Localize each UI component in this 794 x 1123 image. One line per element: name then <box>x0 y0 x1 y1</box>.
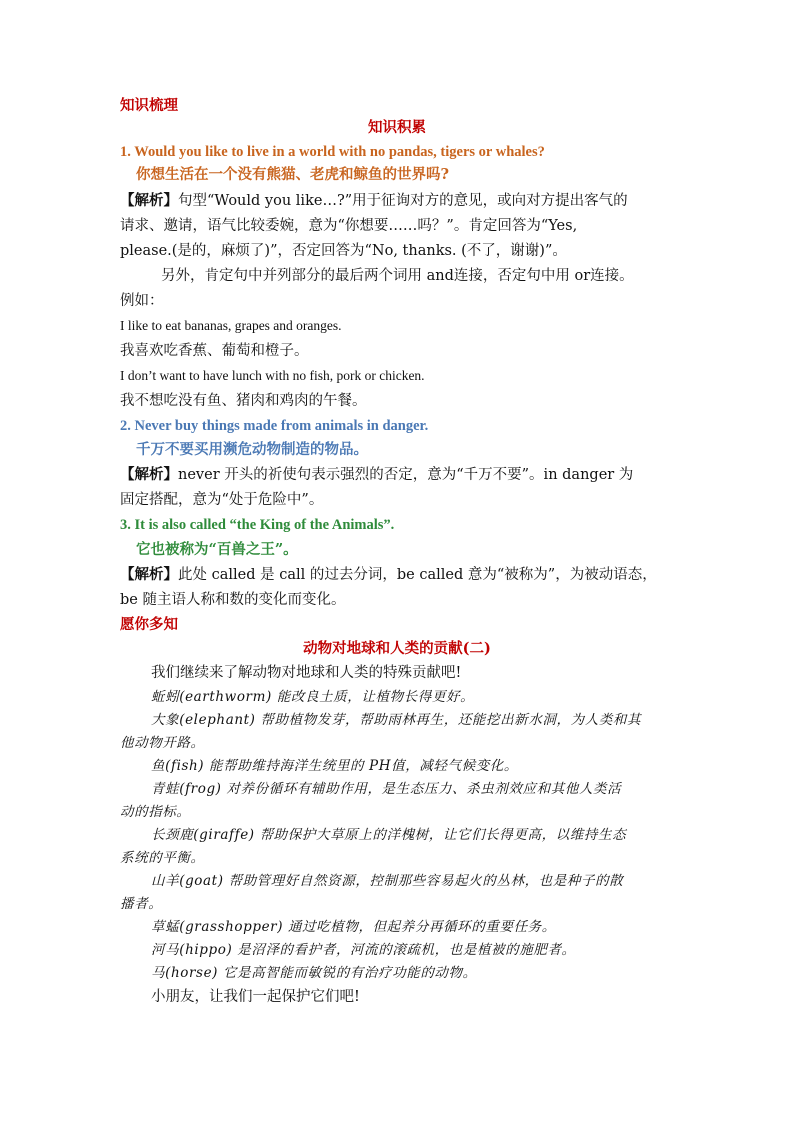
article-goat-line1: 山羊(goat) 帮助管理好自然资源，控制那些容易起火的丛林，也是种子的散 <box>151 873 624 889</box>
q2-english: 2. Never buy things made from animals in danger. <box>120 418 429 434</box>
q1-english: 1. Would you like to live in a world with no pandas, tigers or whales? <box>120 144 545 160</box>
article-earthworm: 蚯蚓(earthworm) 能改良土质，让植物长得更好。 <box>151 689 475 705</box>
q3-analysis-line1 <box>120 563 657 587</box>
article-frog-line1: 青蛙(frog) 对养份循环有辅助作用，是生态压力、杀虫剂效应和其他人类活 <box>151 781 622 797</box>
analysis-label: 【解析】 <box>120 466 178 483</box>
article-hippo: 河马(hippo) 是沼泽的看护者，河流的滚疏机，也是植被的施肥者。 <box>151 942 576 958</box>
q3-analysis-line2: be 随主语人称和数的变化而变化。 <box>120 592 346 608</box>
article-elephant-line2: 他动物开路。 <box>120 735 205 751</box>
article-title: 动物对地球和人类的贡献(二) <box>303 640 491 657</box>
q3-analysis-text1: 此处 called 是 call 的过去分词，be called 意为“被称为”，为被动语态， <box>178 567 657 583</box>
q3-english: 3. It is also called “the King of the Animals”. <box>120 517 395 533</box>
q1-analysis-line1 <box>120 189 628 213</box>
q3-chinese: 它也被称为“百兽之王”。 <box>136 541 298 558</box>
example2-english: I don’t want to have lunch with no fish, pork or chicken. <box>120 368 425 383</box>
q1-analysis-line4: 另外，肯定句中并列部分的最后两个词用 and连接，否定句中用 or连接。 <box>161 268 634 284</box>
article-goat-line2: 播者。 <box>120 896 163 912</box>
q2-analysis-text1: never 开头的祈使句表示强烈的否定，意为“千万不要”。in danger 为 <box>178 467 634 483</box>
knowledge-title: 知识积累 <box>368 119 426 136</box>
q1-chinese: 你想生活在一个没有熊猫、老虎和鲸鱼的世界吗? <box>136 166 449 183</box>
article-intro: 我们继续来了解动物对地球和人类的特殊贡献吧! <box>151 665 462 681</box>
example1-english: I like to eat bananas, grapes and oranges. <box>120 318 342 333</box>
q1-analysis-line2: 请求、邀请，语气比较委婉，意为“你想要……吗？”。肯定回答为“Yes, <box>120 218 578 234</box>
q2-chinese: 千万不要买用濒危动物制造的物品。 <box>136 441 368 458</box>
q2-analysis-line1 <box>120 463 633 487</box>
example2-chinese: 我不想吃没有鱼、猪肉和鸡肉的午餐。 <box>120 393 367 409</box>
article-giraffe-line1: 长颈鹿(giraffe) 帮助保护大草原上的洋槐树，让它们长得更高，以维持生态 <box>151 827 627 843</box>
example1-chinese: 我喜欢吃香蕉、葡萄和橙子。 <box>120 343 309 359</box>
analysis-label: 【解析】 <box>120 566 178 583</box>
article-outro: 小朋友，让我们一起保护它们吧! <box>151 989 360 1005</box>
extra-title: 愿你多知 <box>120 616 178 633</box>
article-frog-line2: 动的指标。 <box>120 804 191 820</box>
article-horse: 马(horse) 它是高智能而敏锐的有治疗功能的动物。 <box>151 965 477 981</box>
q1-analysis-line5: 例如： <box>120 293 164 309</box>
q1-analysis-line3: please.(是的，麻烦了)”，否定回答为“No, thanks. (不了，谢谢)”。 <box>120 243 567 259</box>
q1-analysis-text1: 句型“Would you like…?”用于征询对方的意见，或向对方提出客气的 <box>178 193 628 209</box>
article-giraffe-line2: 系统的平衡。 <box>120 850 205 866</box>
q2-analysis-line2: 固定搭配，意为“处于危险中”。 <box>120 492 324 508</box>
section-title: 知识梳理 <box>120 97 178 114</box>
article-grasshopper: 草蜢(grasshopper) 通过吃植物，但起养分再循环的重要任务。 <box>151 919 556 935</box>
article-fish: 鱼(fish) 能帮助维持海洋生统里的 PH值，减轻气候变化。 <box>151 758 519 774</box>
article-elephant-line1: 大象(elephant) 帮助植物发芽，帮助雨林再生，还能挖出新水洞，为人类和其 <box>151 712 642 728</box>
analysis-label: 【解析】 <box>120 192 178 209</box>
